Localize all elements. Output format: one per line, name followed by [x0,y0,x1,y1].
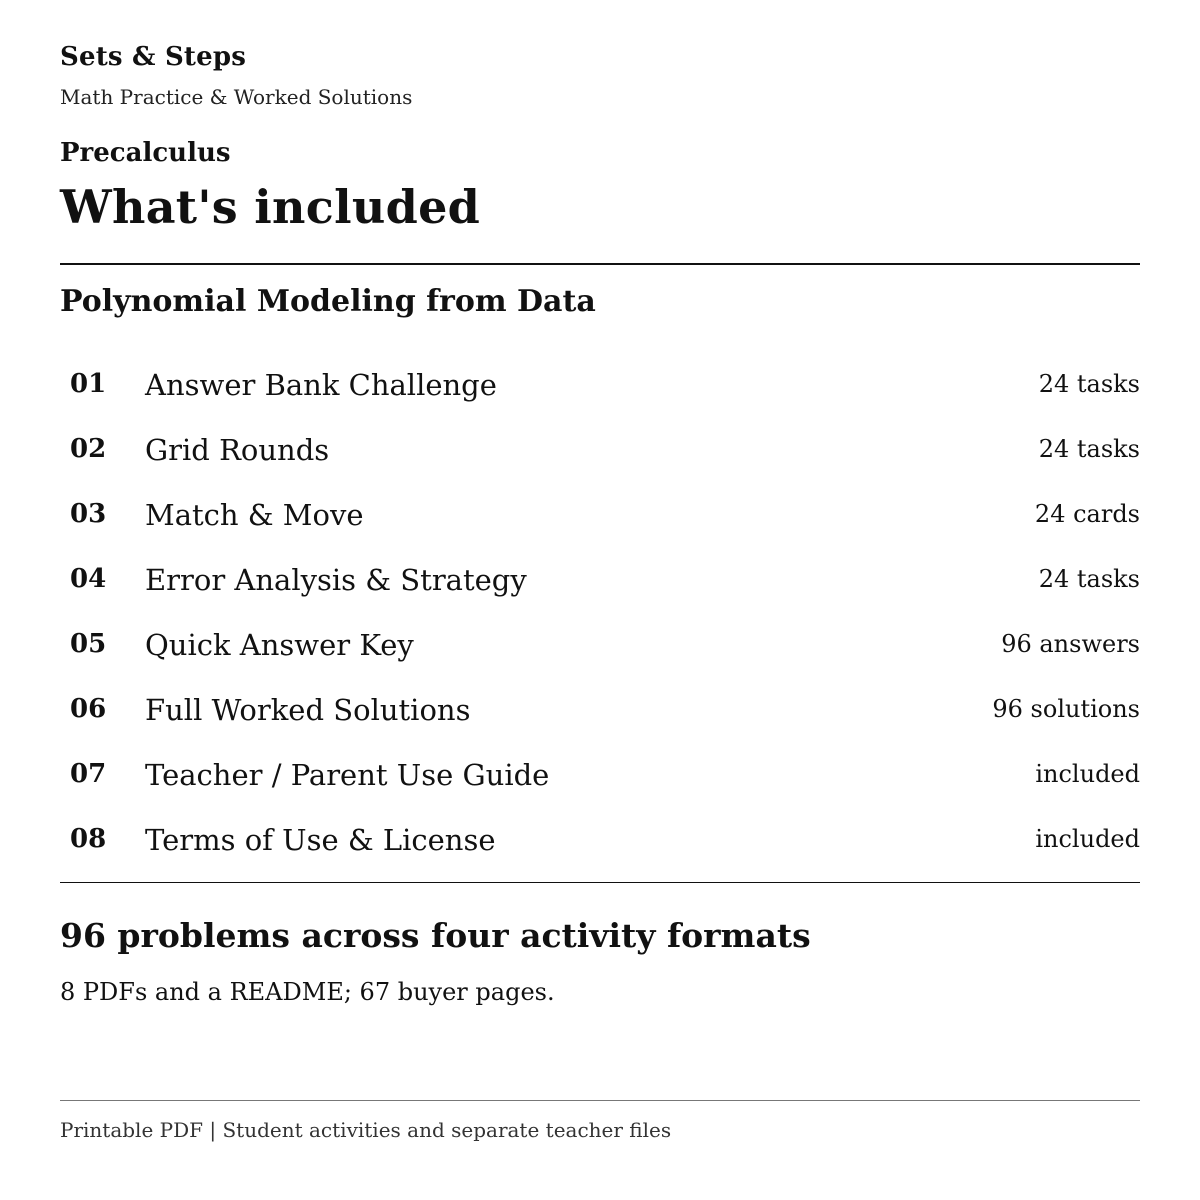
item-count: 24 tasks [1038,435,1140,463]
brand-name: Sets & Steps [60,42,247,72]
summary-text: 8 PDFs and a README; 67 buyer pages. [60,978,555,1006]
section-title: Polynomial Modeling from Data [60,284,596,319]
item-number: 08 [70,824,107,854]
page-title: What's included [60,180,481,234]
contents-row [60,352,1140,417]
brand-tagline: Math Practice & Worked Solutions [60,85,413,109]
contents-row [60,677,1140,742]
contents-row [60,807,1140,872]
item-number: 02 [70,434,107,464]
item-count: 24 tasks [1038,565,1140,593]
contents-divider [60,882,1140,883]
item-label: Quick Answer Key [145,628,414,662]
item-number: 04 [70,564,107,594]
item-number: 01 [70,369,107,399]
contents-row [60,482,1140,547]
item-label: Answer Bank Challenge [145,368,497,402]
item-label: Terms of Use & License [145,823,496,857]
contents-row [60,417,1140,482]
item-count: 96 answers [1001,630,1140,658]
contents-list [60,352,1140,872]
subject-label: Precalculus [60,138,231,168]
item-label: Match & Move [145,498,364,532]
footer-text: Printable PDF | Student activities and separate teacher files [60,1118,672,1142]
contents-row [60,547,1140,612]
item-label: Error Analysis & Strategy [145,563,527,597]
page [60,0,1140,1200]
item-count: 24 tasks [1038,370,1140,398]
item-number: 07 [70,759,107,789]
item-count: 24 cards [1034,500,1140,528]
item-number: 06 [70,694,107,724]
item-number: 03 [70,499,107,529]
item-label: Teacher / Parent Use Guide [145,758,550,792]
title-divider [60,263,1140,265]
item-count: included [1035,760,1140,788]
footer-divider [60,1100,1140,1101]
item-number: 05 [70,629,107,659]
item-label: Full Worked Solutions [145,693,471,727]
contents-row [60,612,1140,677]
item-count: 96 solutions [992,695,1140,723]
item-label: Grid Rounds [145,433,330,467]
summary-title: 96 problems across four activity formats [60,916,811,955]
item-count: included [1035,825,1140,853]
contents-row [60,742,1140,807]
